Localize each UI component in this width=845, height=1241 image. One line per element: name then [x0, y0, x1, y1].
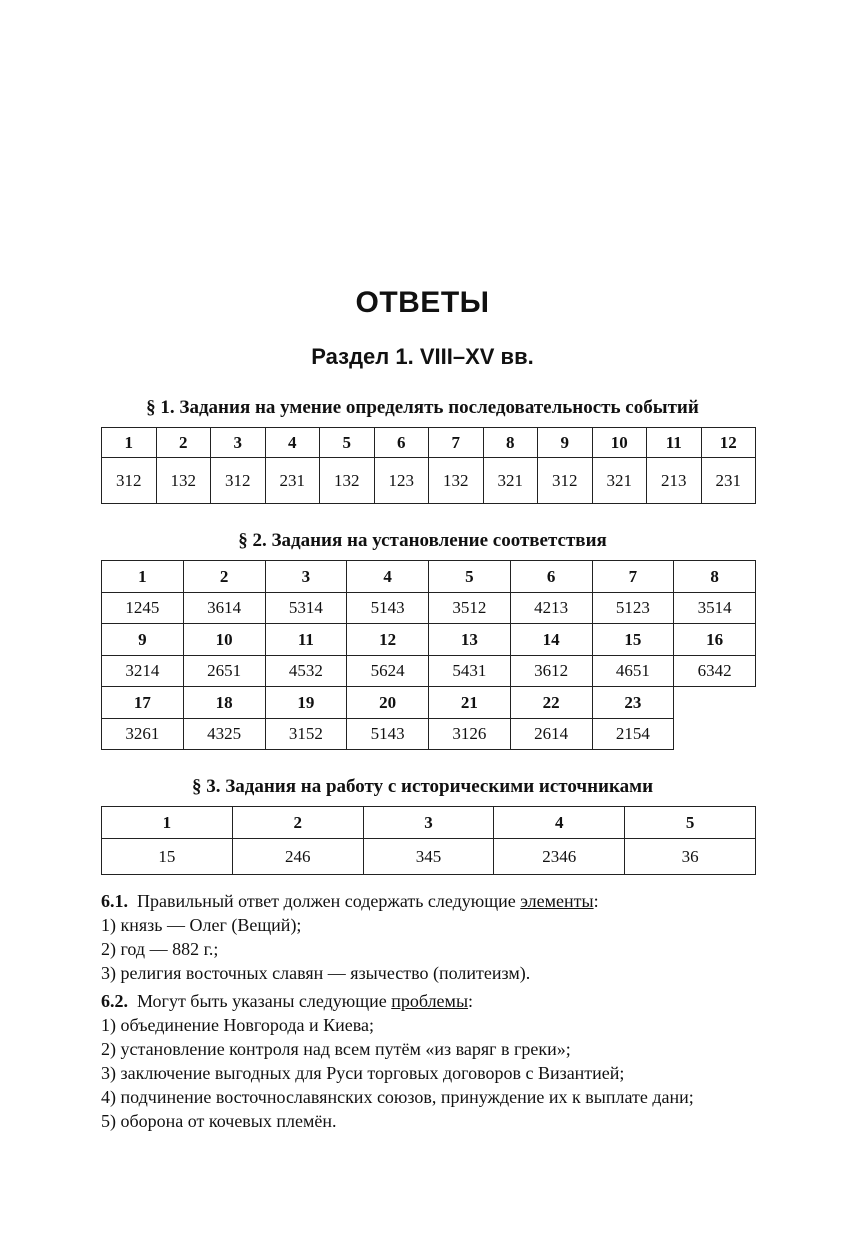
answer-cell: 5431	[429, 656, 511, 687]
table-row	[102, 593, 756, 624]
answer-6-2	[101, 989, 781, 1133]
table-row	[102, 561, 756, 593]
answer-cell: 3126	[429, 719, 511, 750]
task-number-cell: 10	[592, 428, 647, 458]
answer-cell: 5123	[592, 593, 674, 624]
answer-6-2-keyword: проблемы	[391, 991, 469, 1011]
section-subtitle: Раздел 1. VIII–XV вв.	[311, 344, 534, 369]
answer-cell: 3514	[674, 593, 756, 624]
answer-6-1-number: 6.1.	[101, 891, 128, 911]
task-number-cell: 2	[232, 807, 363, 839]
task-number-cell: 4	[347, 561, 429, 593]
task-number-cell: 3	[363, 807, 494, 839]
answer-cell: 1245	[102, 593, 184, 624]
task-number-cell: 5	[625, 807, 756, 839]
task-number-cell: 12	[347, 624, 429, 656]
task-number-cell: 19	[265, 687, 347, 719]
table-row	[102, 624, 756, 656]
task-number-cell: 3	[265, 561, 347, 593]
answer-line: 2) год — 882 г.;	[101, 939, 219, 959]
task-number-cell: 16	[674, 624, 756, 656]
answer-cell: 231	[701, 458, 756, 504]
answer-cell: 4532	[265, 656, 347, 687]
task-number-cell: 14	[510, 624, 592, 656]
answer-line: 5) оборона от кочевых племён.	[101, 1111, 337, 1131]
answer-cell: 5143	[347, 593, 429, 624]
answer-cell: 321	[592, 458, 647, 504]
task-number-cell: 4	[265, 428, 320, 458]
answer-6-2-intro	[101, 989, 781, 1013]
answer-cell: 123	[374, 458, 429, 504]
task-number-cell: 2	[156, 428, 211, 458]
answer-cell: 2614	[510, 719, 592, 750]
task-number-cell: 5	[429, 561, 511, 593]
task-number-cell: 11	[265, 624, 347, 656]
answer-6-2-colon: :	[468, 991, 474, 1011]
answer-6-1-intro	[101, 889, 781, 913]
task-number-cell: 11	[647, 428, 702, 458]
answer-line: 1) князь — Олег (Вещий);	[101, 915, 302, 935]
answer-6-2-number: 6.2.	[101, 991, 128, 1011]
section-2-table	[101, 560, 756, 750]
answer-line: 3) заключение выгодных для Руси торговых договоров с Византией;	[101, 1063, 625, 1083]
answer-6-1	[101, 889, 781, 985]
task-number-cell: 2	[183, 561, 265, 593]
answer-cell: 132	[156, 458, 211, 504]
answer-cell: 4325	[183, 719, 265, 750]
task-number-cell: 1	[102, 561, 184, 593]
table-row	[102, 656, 756, 687]
task-number-cell: 20	[347, 687, 429, 719]
answer-cell: 3612	[510, 656, 592, 687]
task-number-cell: 1	[102, 428, 157, 458]
answer-6-1-intro-text: Правильный ответ должен содержать следующие	[137, 891, 516, 911]
task-number-cell: 7	[592, 561, 674, 593]
answer-line: 4) подчинение восточнославянских союзов, принуждение их к выплате дани;	[101, 1087, 694, 1107]
answer-6-1-colon: :	[593, 891, 599, 911]
section-3-heading: § 3. Задания на работу с историческими источниками	[191, 776, 654, 797]
answer-cell: 3614	[183, 593, 265, 624]
task-number-cell: 9	[102, 624, 184, 656]
answer-cell: 3214	[102, 656, 184, 687]
task-number-cell: 6	[374, 428, 429, 458]
task-number-cell: 4	[494, 807, 625, 839]
section-1-table	[101, 427, 756, 504]
answer-cell: 312	[538, 458, 593, 504]
answer-cell: 3512	[429, 593, 511, 624]
section-3-table	[101, 806, 756, 875]
task-number-cell: 10	[183, 624, 265, 656]
answer-cell: 132	[429, 458, 484, 504]
task-number-cell: 17	[102, 687, 184, 719]
task-number-cell: 7	[429, 428, 484, 458]
answer-cell: 312	[211, 458, 266, 504]
page-title: ОТВЕТЫ	[355, 286, 490, 319]
answer-cell: 3261	[102, 719, 184, 750]
answer-cell: 36	[625, 839, 756, 875]
answer-cell: 6342	[674, 656, 756, 687]
answer-6-1-keyword: элементы	[520, 891, 594, 911]
task-number-cell: 5	[320, 428, 375, 458]
answer-cell: 4651	[592, 656, 674, 687]
answer-cell: 345	[363, 839, 494, 875]
task-number-cell: 22	[510, 687, 592, 719]
answer-line: 2) установление контроля над всем путём «из варяг в греки»;	[101, 1039, 571, 1059]
task-number-cell: 1	[102, 807, 233, 839]
answer-line: 3) религия восточных славян — язычество (политеизм).	[101, 963, 531, 983]
answer-cell: 312	[102, 458, 157, 504]
section-2-heading: § 2. Задания на установление соответствия	[238, 530, 607, 551]
answer-cell: 5624	[347, 656, 429, 687]
task-number-cell: 6	[510, 561, 592, 593]
answer-cell: 15	[102, 839, 233, 875]
answer-6-2-intro-text: Могут быть указаны следующие	[137, 991, 387, 1011]
task-number-cell: 15	[592, 624, 674, 656]
empty-cell	[674, 687, 756, 719]
table-row	[102, 719, 756, 750]
task-number-cell: 8	[674, 561, 756, 593]
answer-cell: 5314	[265, 593, 347, 624]
task-number-cell: 9	[538, 428, 593, 458]
answer-cell: 213	[647, 458, 702, 504]
answer-cell: 246	[232, 839, 363, 875]
task-number-cell: 18	[183, 687, 265, 719]
answer-cell: 4213	[510, 593, 592, 624]
answer-cell: 321	[483, 458, 538, 504]
task-number-cell: 21	[429, 687, 511, 719]
answer-line: 1) объединение Новгорода и Киева;	[101, 1015, 375, 1035]
empty-cell	[674, 719, 756, 750]
task-number-cell: 13	[429, 624, 511, 656]
task-number-cell: 12	[701, 428, 756, 458]
table-row	[102, 687, 756, 719]
answer-cell: 3152	[265, 719, 347, 750]
answer-cell: 2154	[592, 719, 674, 750]
answer-cell: 2346	[494, 839, 625, 875]
answer-cell: 5143	[347, 719, 429, 750]
answer-cell: 132	[320, 458, 375, 504]
task-number-cell: 3	[211, 428, 266, 458]
task-number-cell: 8	[483, 428, 538, 458]
answer-cell: 231	[265, 458, 320, 504]
answer-cell: 2651	[183, 656, 265, 687]
section-1-heading: § 1. Задания на умение определять последовательность событий	[146, 397, 699, 418]
task-number-cell: 23	[592, 687, 674, 719]
